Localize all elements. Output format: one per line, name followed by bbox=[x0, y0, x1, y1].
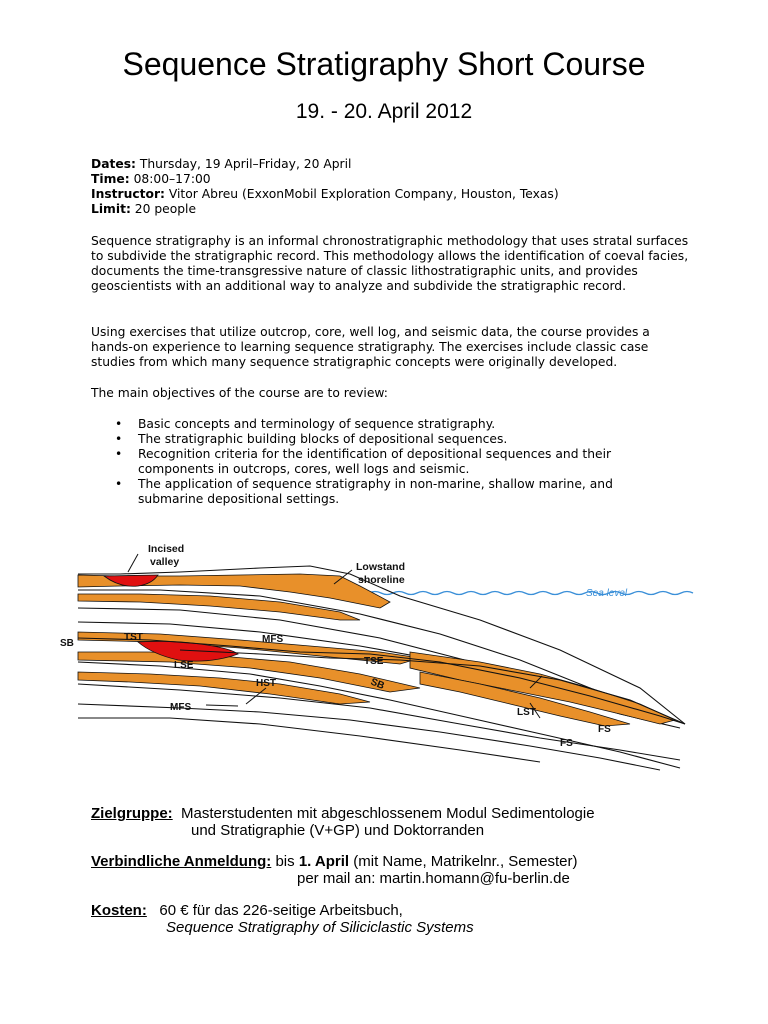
sb-mid-label: SB bbox=[368, 676, 386, 692]
leader-line bbox=[206, 705, 238, 706]
sb-left-label: SB bbox=[60, 638, 74, 649]
intro-paragraph: Sequence stratigraphy is an informal chronostratigraphic methodology that uses stratal surfaces to subdivide the stratigraphic record. This methodology allows the identification of coeval facies, documents the time-transgressive nature of classic lithostratigraphic units, and provides geoscientists with an additional way to analyze and subdivide the stratigraphic record. bbox=[91, 234, 689, 293]
list-item-text: The stratigraphic building blocks of depositional sequences. bbox=[138, 432, 508, 446]
time-label: Time: bbox=[91, 172, 130, 186]
exercises-paragraph: Using exercises that utilize outcrop, core, well log, and seismic data, the course provides a hands-on experience to learning sequence stratigraphy. The exercises include classic case studies from which many sequence stratigraphic concepts were originally developed. bbox=[91, 325, 650, 369]
mfs-bottom-label: MFS bbox=[170, 702, 192, 713]
kosten-line bbox=[91, 902, 691, 919]
kosten-label: Kosten: bbox=[91, 902, 147, 919]
list-item-text: Recognition criteria for the identification of depositional sequences and their components in outcrops, cores, well logs and seismic. bbox=[138, 447, 612, 476]
fs-right-label: FS bbox=[598, 724, 611, 735]
lst-label: LST bbox=[517, 707, 536, 718]
dates-label: Dates: bbox=[91, 157, 136, 171]
fs-bottom-label: FS bbox=[560, 738, 573, 749]
page-title: Sequence Stratigraphy Short Course bbox=[122, 46, 646, 82]
instructor-value: Vitor Abreu (ExxonMobil Exploration Company, Houston, Texas) bbox=[164, 187, 559, 201]
limit-value: 20 people bbox=[130, 202, 197, 216]
anmeldung-label: Verbindliche Anmeldung: bbox=[91, 853, 272, 870]
anmeldung-pre: bis bbox=[271, 853, 299, 870]
list-item-text: Basic concepts and terminology of sequence stratigraphy. bbox=[138, 417, 496, 431]
anmeldung-deadline: 1. April bbox=[298, 853, 350, 870]
dates-value: Thursday, 19 April–Friday, 20 April bbox=[135, 157, 352, 171]
time-value: 08:00–17:00 bbox=[129, 172, 211, 186]
mfs-top-label: MFS bbox=[262, 634, 284, 645]
lowstand-wedge-upper-2 bbox=[78, 594, 360, 620]
hst-label: HST bbox=[256, 678, 276, 689]
sea-level-line bbox=[345, 592, 693, 595]
course-details bbox=[91, 157, 691, 217]
bullet-icon: • bbox=[115, 447, 123, 461]
objectives-intro: The main objectives of the course are to review: bbox=[91, 386, 388, 400]
zielgruppe-text: Masterstudenten mit abgeschlossenem Modul Sedimentologie bbox=[181, 805, 595, 822]
anmeldung-email-line: per mail an: martin.homann@fu-berlin.de bbox=[297, 870, 570, 887]
sea-level-label: Sea level bbox=[586, 588, 628, 599]
tse-label: TSE bbox=[364, 656, 384, 667]
incised-valley-label-1: Incised bbox=[148, 543, 185, 555]
tst-label: TST bbox=[124, 632, 143, 643]
limit-label: Limit: bbox=[91, 202, 131, 216]
limit-line bbox=[91, 202, 691, 217]
sequence-stratigraphy-diagram bbox=[60, 528, 700, 778]
zielgruppe-line bbox=[91, 805, 691, 822]
dates-line bbox=[91, 157, 691, 172]
objectives-list bbox=[91, 417, 651, 507]
stratum-line bbox=[78, 718, 540, 762]
bullet-icon: • bbox=[115, 417, 123, 431]
list-item bbox=[91, 447, 651, 477]
anmeldung-line bbox=[91, 853, 691, 870]
lowstand-shoreline-label-2: shoreline bbox=[358, 574, 405, 586]
course-date: 19. - 20. April 2012 bbox=[295, 100, 473, 123]
anmeldung-post: (mit Name, Matrikelnr., Semester) bbox=[349, 853, 578, 870]
zielgruppe-label: Zielgruppe: bbox=[91, 805, 173, 822]
bullet-icon: • bbox=[115, 477, 123, 491]
workbook-title: Sequence Stratigraphy of Siliciclastic Systems bbox=[166, 919, 474, 936]
kosten-text: 60 € für das 226-seitige Arbeitsbuch, bbox=[159, 902, 403, 919]
time-line bbox=[91, 172, 691, 187]
zielgruppe-line-2: und Stratigraphie (V+GP) und Doktorranden bbox=[191, 822, 485, 839]
list-item-text: The application of sequence stratigraphy in non-marine, shallow marine, and submarine depositional settings. bbox=[138, 477, 613, 506]
leader-line bbox=[128, 554, 138, 572]
list-item bbox=[91, 417, 651, 432]
lowstand-shoreline-label-1: Lowstand bbox=[356, 561, 405, 573]
incised-valley-label-2: valley bbox=[150, 556, 180, 568]
bullet-icon: • bbox=[115, 432, 123, 446]
list-item bbox=[91, 477, 651, 507]
list-item bbox=[91, 432, 651, 447]
instructor-line bbox=[91, 187, 691, 202]
lse-label: LSE bbox=[174, 660, 194, 671]
instructor-label: Instructor: bbox=[91, 187, 165, 201]
